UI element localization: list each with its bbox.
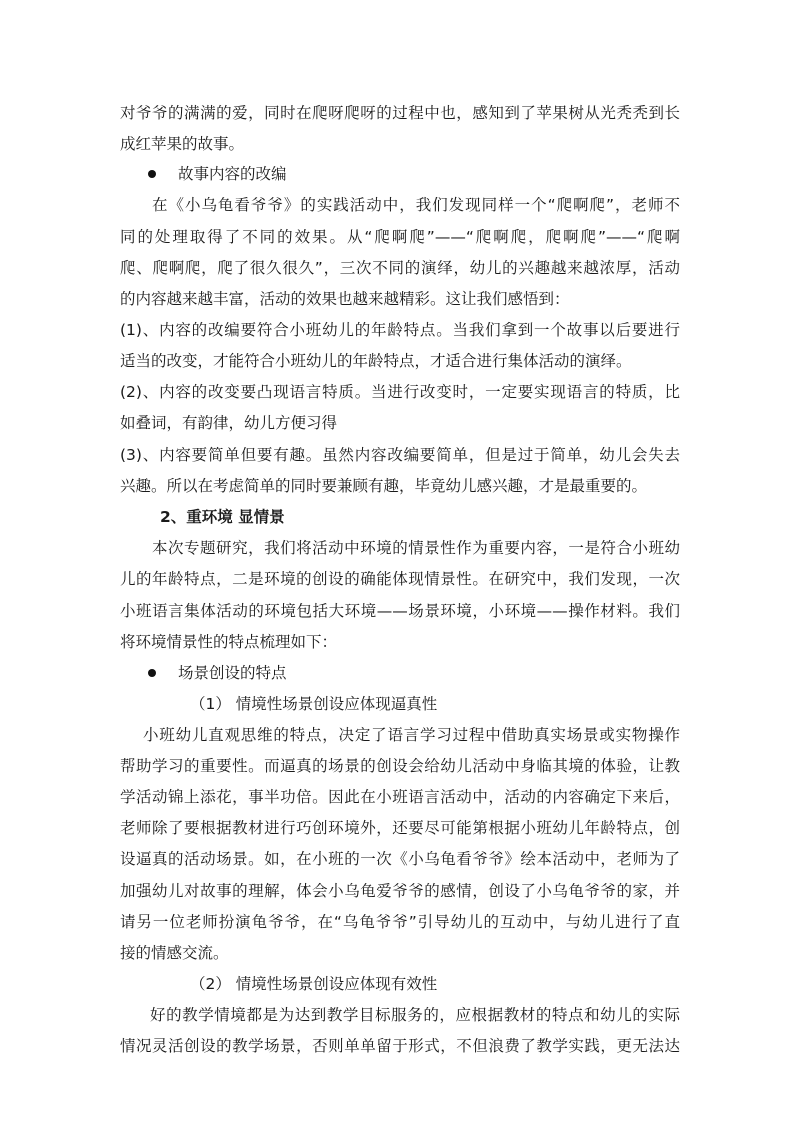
text-line: 好的教学情境都是为达到教学目标服务的，应根据教材的特点和幼儿的实际 (150, 1006, 680, 1024)
text-line: 将环境情景性的特点梳理如下： (120, 633, 338, 651)
text-line: 老师除了要根据教材进行巧创环境外，还要尽可能第根据小班幼儿年龄特点，创 (120, 819, 680, 837)
text-line: 小班幼儿直观思维的特点，决定了语言学习过程中借助真实场景或实物操作 (143, 726, 680, 744)
text-line: 兴趣。所以在考虑简单的同时要兼顾有趣，毕竟幼儿感兴趣，才是最重要的。 (120, 477, 648, 495)
bullet-icon (148, 170, 156, 178)
text-line: 的内容越来越丰富，活动的效果也越来越精彩。这让我们感悟到： (120, 290, 570, 308)
section-heading: 故事内容的改编 (178, 165, 287, 183)
text-line: (3)、内容要简单但要有趣。虽然内容改编要简单，但是过于简单，幼儿会失去 (120, 446, 680, 464)
section-heading: 2、重环境 显情景 (160, 508, 285, 526)
text-line: 爬、爬啊爬，爬了很久很久”，三次不同的演绎，幼儿的兴趣越来越浓厚，活动 (120, 259, 680, 277)
text-line: 请另一位老师扮演龟爷爷，在“乌龟爷爷”引导幼儿的互动中，与幼儿进行了直 (120, 913, 680, 931)
text-line: 如叠词，有韵律，幼儿方便习得 (120, 414, 338, 432)
bullet-icon (148, 669, 156, 677)
text-line: 设逼真的活动场景。如，在小班的一次《小乌龟看爷爷》绘本活动中，老师为了 (120, 850, 680, 868)
text-line: (2)、内容的改变要凸现语言特质。当进行改变时，一定要实现语言的特质，比 (120, 383, 680, 401)
text-line: 接的情感交流。 (120, 944, 229, 962)
text-line: 在《小乌龟看爷爷》的实践活动中，我们发现同样一个“爬啊爬”，老师不 (152, 196, 680, 214)
text-line: 适当的改变，才能符合小班幼儿的年龄特点，才适合进行集体活动的演绎。 (120, 352, 632, 370)
text-line: 本次专题研究，我们将活动中环境的情景性作为重要内容，一是符合小班幼 (152, 539, 680, 557)
text-line: 学活动锦上添花，事半功倍。因此在小班语言活动中，活动的内容确定下来后， (120, 788, 680, 806)
text-line: 加强幼儿对故事的理解，体会小乌龟爱爷爷的感情，创设了小乌龟爷爷的家，并 (120, 882, 680, 900)
subsection-heading: （1） 情境性场景创设应体现逼真性 (190, 695, 438, 713)
text-line: 帮助学习的重要性。而逼真的场景的创设会给幼儿活动中身临其境的体验，让教 (120, 757, 680, 775)
text-line: 情况灵活创设的教学场景，否则单单留于形式，不但浪费了教学实践，更无法达 (120, 1037, 680, 1055)
text-line: (1)、内容的改编要符合小班幼儿的年龄特点。当我们拿到一个故事以后要进行 (120, 321, 680, 339)
text-line: 儿的年龄特点，二是环境的创设的确能体现情景性。在研究中，我们发现，一次 (120, 570, 680, 588)
text-line: 同的处理取得了不同的效果。从“爬啊爬”——“爬啊爬，爬啊爬”——“爬啊 (120, 228, 680, 246)
section-heading: 场景创设的特点 (178, 664, 287, 682)
text-line: 成红苹果的故事。 (120, 135, 245, 153)
text-line: 小班语言集体活动的环境包括大环境——场景环境，小环境——操作材料。我们 (120, 602, 680, 620)
subsection-heading: （2） 情境性场景创设应体现有效性 (190, 975, 438, 993)
text-line: 对爷爷的满满的爱，同时在爬呀爬呀的过程中也，感知到了苹果树从光秃秃到长 (120, 104, 680, 122)
